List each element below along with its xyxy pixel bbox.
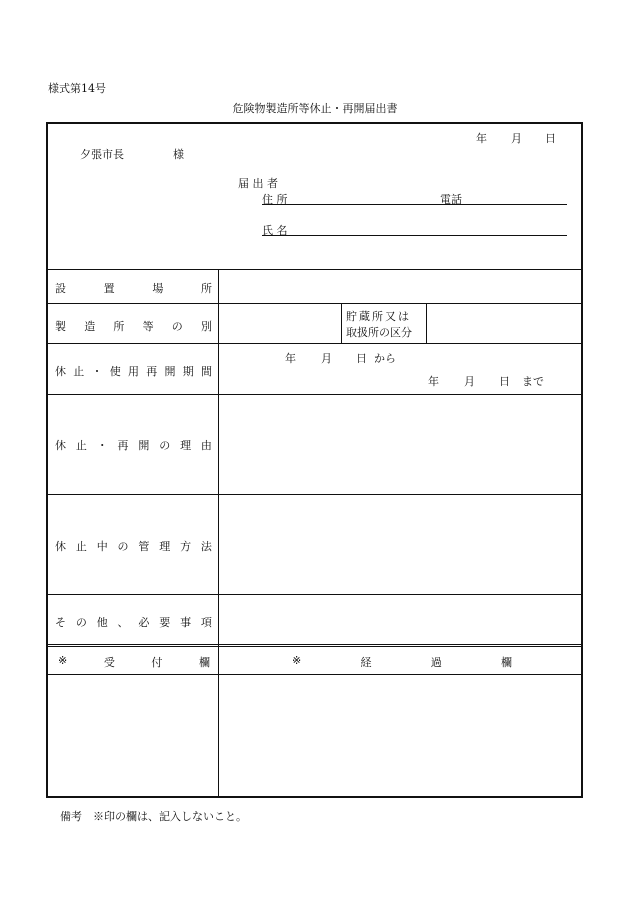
rule xyxy=(48,594,581,595)
period-to-suffix: まで xyxy=(522,375,544,388)
name-underline xyxy=(262,235,567,236)
period-from-suffix: から xyxy=(374,352,396,365)
date-day: 日 xyxy=(545,132,556,145)
phone-label: 電話 xyxy=(440,193,462,206)
facility-divider xyxy=(341,303,342,343)
facility-type-field[interactable] xyxy=(225,312,335,336)
facility-type-label: 製 造 所 等 の 別 xyxy=(55,320,212,333)
period-to-month: 月 xyxy=(464,375,475,388)
rule xyxy=(48,646,581,647)
storage-class-divider xyxy=(426,303,427,343)
storage-class-label-line1: 貯蔵所又は xyxy=(346,310,411,323)
location-label: 設 置 場 所 xyxy=(55,282,212,295)
notifier-label: 届 出 者 xyxy=(238,177,278,190)
reception-header: ※ 受 付 欄 xyxy=(58,654,210,669)
reason-label: 休 止 ・ 再 開 の 理 由 xyxy=(55,439,212,452)
rule xyxy=(48,303,581,304)
address-underline xyxy=(262,204,567,205)
rule xyxy=(48,644,581,645)
recipient-honorific: 様 xyxy=(173,148,184,161)
form-number: 様式第14号 xyxy=(48,82,106,95)
recipient: 夕張市長 xyxy=(80,148,124,161)
period-from-month: 月 xyxy=(321,352,332,365)
rule xyxy=(48,269,581,270)
name-label: 氏 名 xyxy=(262,224,288,237)
storage-class-label-line2: 取扱所の区分 xyxy=(346,326,412,339)
rule xyxy=(48,394,581,395)
management-label: 休 止 中 の 管 理 方 法 xyxy=(55,540,212,553)
form-table xyxy=(46,122,583,798)
document-title: 危険物製造所等休止・再開届出書 xyxy=(232,102,398,115)
address-label: 住 所 xyxy=(262,193,288,206)
progress-header: ※ 経 過 欄 xyxy=(292,654,512,669)
other-field[interactable] xyxy=(225,602,575,638)
storage-class-field[interactable] xyxy=(432,312,577,336)
rule xyxy=(48,674,581,675)
period-to-day: 日 xyxy=(499,375,510,388)
management-field[interactable] xyxy=(225,502,575,588)
rule xyxy=(48,494,581,495)
date-month: 月 xyxy=(511,132,522,145)
rule xyxy=(48,343,581,344)
footnote: 備考 ※印の欄は、記入しないこと。 xyxy=(60,810,247,823)
label-column-divider xyxy=(218,269,219,796)
period-label: 休 止 ・ 使 用 再 開 期 間 xyxy=(55,365,212,378)
period-from-day: 日 xyxy=(356,352,367,365)
period-to-year: 年 xyxy=(428,375,439,388)
period-from-year: 年 xyxy=(285,352,296,365)
other-label: そ の 他 、 必 要 事 項 xyxy=(55,616,212,629)
reason-field[interactable] xyxy=(225,402,575,488)
location-field[interactable] xyxy=(225,278,575,298)
date-year: 年 xyxy=(476,132,487,145)
